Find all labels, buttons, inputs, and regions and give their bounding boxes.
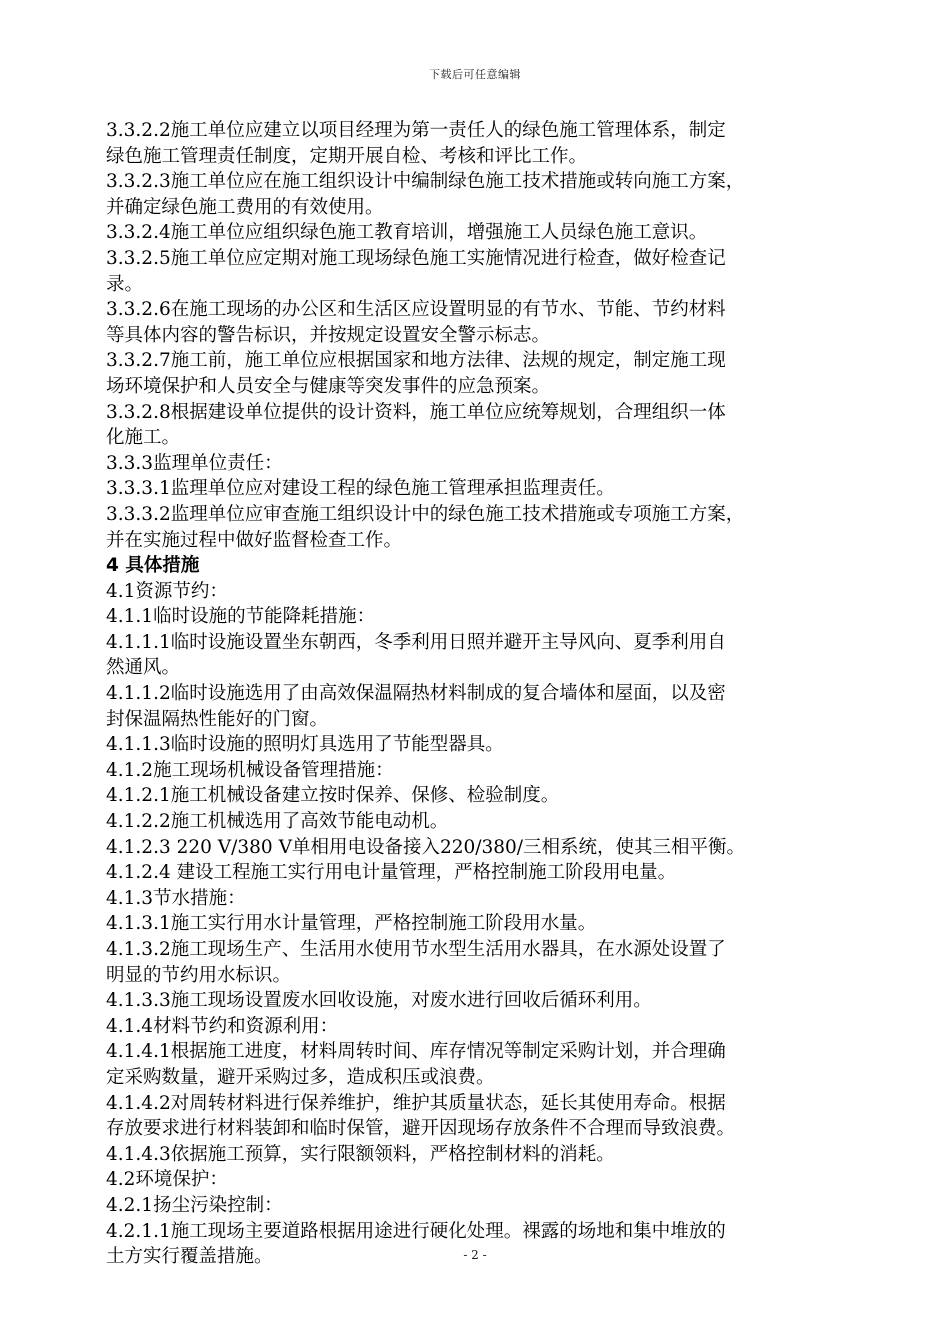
text-line: 4.1资源节约： xyxy=(106,580,228,602)
text-line: 4.1.3.3施工现场设置废水回收设施，对废水进行回收后循环利用。 xyxy=(106,990,652,1012)
text-line: 4.2.1.1施工现场主要道路根据用途进行硬化处理。裸露的场地和集中堆放的 xyxy=(106,1220,726,1242)
section-heading: 4 具体措施 xyxy=(106,555,200,577)
text-line: 3.3.3监理单位责任： xyxy=(106,452,283,474)
text-line: 4.1.4材料节约和资源利用： xyxy=(106,1015,339,1037)
text-line: 4.1.2.3 220 V/380 V单相用电设备接入220/380/三相系统，使其三相平衡。 xyxy=(106,836,746,858)
text-line: 4.1.1.2临时设施选用了由高效保温隔热材料制成的复合墙体和屋面，以及密 xyxy=(106,683,726,705)
text-line: 土方实行覆盖措施。 xyxy=(106,1246,273,1268)
text-line: 4.1.4.2对周转材料进行保养维护，维护其质量状态，延长其使用寿命。根据 xyxy=(106,1092,726,1114)
text-line: 4.1.2.4 建设工程施工实行用电计量管理，严格控制施工阶段用电量。 xyxy=(106,862,677,884)
text-line: 明显的节约用水标识。 xyxy=(106,964,292,986)
text-line: 绿色施工管理责任制度，定期开展自检、考核和评比工作。 xyxy=(106,145,588,167)
document-body xyxy=(106,118,858,1270)
text-line: 4.1.2施工现场机械设备管理措施： xyxy=(106,759,394,781)
text-line: 4.1.4.3依据施工预算，实行限额领料，严格控制材料的消耗。 xyxy=(106,1143,615,1165)
text-line: 3.3.2.6在施工现场的办公区和生活区应设置明显的有节水、节能、节约材料 xyxy=(106,299,726,321)
text-line: 然通风。 xyxy=(106,657,181,679)
text-line: 4.1.3.1施工实行用水计量管理，严格控制施工阶段用水量。 xyxy=(106,913,597,935)
text-line: 场环境保护和人员安全与健康等突发事件的应急预案。 xyxy=(106,375,551,397)
text-line: 4.1.4.1根据施工进度，材料周转时间、库存情况等制定采购计划，并合理确 xyxy=(106,1041,726,1063)
text-line: 4.1.1临时设施的节能降耗措施： xyxy=(106,606,376,628)
text-line: 封保温隔热性能好的门窗。 xyxy=(106,708,329,730)
text-line: 4.1.1.3临时设施的照明灯具选用了节能型器具。 xyxy=(106,734,504,756)
text-line: 3.3.2.2施工单位应建立以项目经理为第一责任人的绿色施工管理体系，制定 xyxy=(106,120,726,141)
text-line: 录。 xyxy=(106,273,144,295)
text-line: 3.3.2.8根据建设单位提供的设计资料，施工单位应统筹规划，合理组织一体 xyxy=(106,401,726,423)
text-line: 3.3.2.7施工前，施工单位应根据国家和地方法律、法规的规定，制定施工现 xyxy=(106,350,726,372)
text-line: 4.1.2.2施工机械选用了高效节能电动机。 xyxy=(106,811,449,833)
text-line: 3.3.3.2监理单位应审查施工组织设计中的绿色施工技术措施或专项施工方案， xyxy=(106,503,745,525)
page-header: 下载后可任意编辑 xyxy=(429,68,521,81)
text-line: 存放要求进行材料装卸和临时保管，避开因现场存放条件不合理而导致浪费。 xyxy=(106,1118,736,1140)
text-line: 3.3.3.1监理单位应对建设工程的绿色施工管理承担监理责任。 xyxy=(106,478,615,500)
text-line: 3.3.2.5施工单位应定期对施工现场绿色施工实施情况进行检查，做好检查记 xyxy=(106,247,726,269)
text-line: 4.1.3节水措施： xyxy=(106,887,246,909)
page-number: - 2 - xyxy=(463,1248,487,1262)
text-line: 4.2.1扬尘污染控制： xyxy=(106,1194,283,1216)
text-line: 定采购数量，避开采购过多，造成积压或浪费。 xyxy=(106,1066,495,1088)
text-line: 3.3.2.4施工单位应组织绿色施工教育培训，增强施工人员绿色施工意识。 xyxy=(106,222,708,244)
text-line: 4.2环境保护： xyxy=(106,1169,228,1191)
text-line: 3.3.2.3施工单位应在施工组织设计中编制绿色施工技术措施或转向施工方案， xyxy=(106,171,745,193)
text-line: 4.1.3.2施工现场生产、生活用水使用节水型生活用水器具，在水源处设置了 xyxy=(106,939,726,960)
text-line: 4.1.2.1施工机械设备建立按时保养、保修、检验制度。 xyxy=(106,785,560,807)
text-line: 4.1.1.1临时设施设置坐东朝西，冬季利用日照并避开主导风向、夏季利用自 xyxy=(106,631,726,653)
text-line: 并在实施过程中做好监督检查工作。 xyxy=(106,529,403,551)
text-line: 等具体内容的警告标识，并按规定设置安全警示标志。 xyxy=(106,324,551,346)
text-line: 并确定绿色施工费用的有效使用。 xyxy=(106,196,384,218)
text-line: 化施工。 xyxy=(106,427,181,449)
